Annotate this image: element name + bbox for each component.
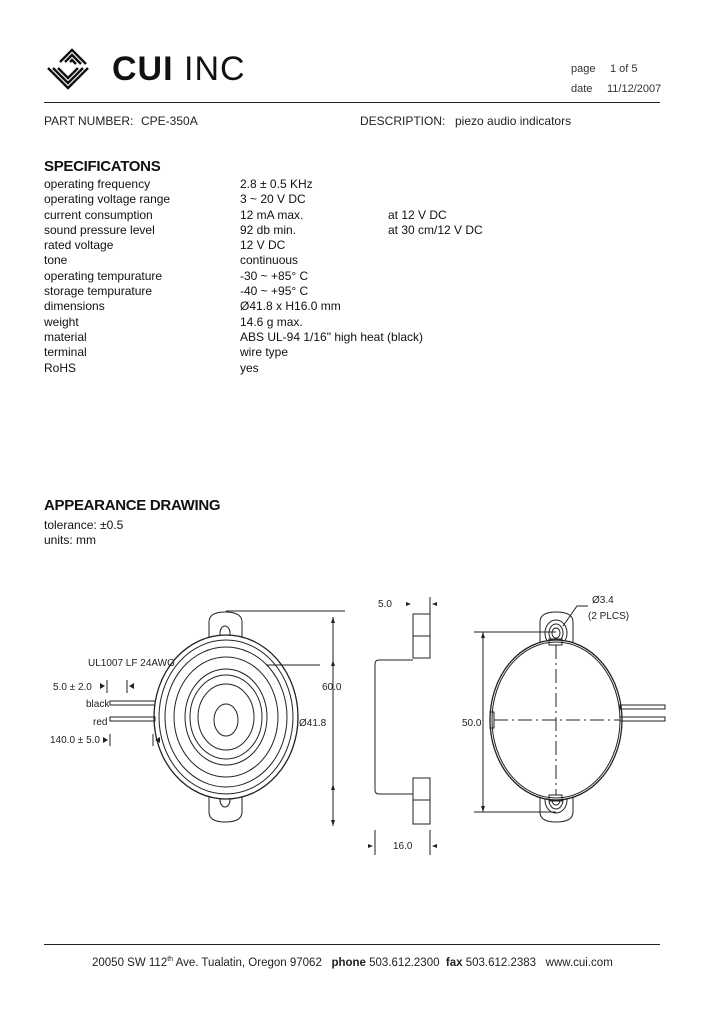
- spec-name: tone: [44, 253, 68, 268]
- spec-name: dimensions: [44, 299, 105, 314]
- footer-fax-label: fax: [445, 956, 463, 969]
- spec-row: [44, 238, 684, 253]
- footer-address-sup: th: [167, 956, 174, 963]
- description-value: piezo audio indicators: [455, 114, 572, 128]
- label-wire-black: black: [86, 699, 110, 710]
- spec-value: 14.6 g max.: [240, 314, 303, 329]
- side-view: [375, 597, 430, 855]
- spec-name: operating frequency: [44, 177, 151, 191]
- logo-light: INC: [184, 50, 246, 88]
- label-wire-spec: UL1007 LF 24AWG: [88, 658, 175, 669]
- spec-row: [44, 269, 684, 284]
- label-diameter: Ø41.8: [299, 718, 327, 729]
- label-wire-length: 140.0 ± 5.0: [50, 735, 100, 746]
- spec-row: [44, 177, 684, 192]
- spec-value: -30 ~ +85° C: [240, 268, 309, 283]
- spec-name: RoHS: [44, 360, 77, 375]
- spec-note: at 12 V DC: [388, 207, 447, 222]
- spec-value: 12 V DC: [240, 238, 286, 253]
- description-label: DESCRIPTION:: [360, 114, 446, 128]
- footer-phone-label: phone: [331, 956, 366, 969]
- spec-name: storage tempurature: [44, 284, 153, 299]
- footer-fax: 503.612.2383: [465, 956, 537, 969]
- appearance-drawing: [0, 580, 720, 860]
- spec-note: at 30 cm/12 V DC: [388, 222, 483, 237]
- spec-name: terminal: [44, 345, 87, 360]
- spec-value: ABS UL-94 1/16" high heat (black): [240, 329, 424, 344]
- spec-name: sound pressure level: [44, 222, 155, 237]
- spec-value: wire type: [240, 345, 289, 360]
- label-hole-count: (2 PLCS): [588, 611, 630, 622]
- label-hole-spacing: 50.0: [462, 718, 482, 729]
- spec-row: [44, 253, 684, 268]
- spec-value: 2.8 ± 0.5 KHz: [240, 177, 313, 191]
- spec-name: rated voltage: [44, 238, 114, 253]
- spec-name: current consumption: [44, 207, 153, 222]
- spec-value: yes: [240, 360, 259, 375]
- spec-row: [44, 361, 684, 376]
- spec-row: [44, 192, 684, 207]
- logo-mark-icon: [46, 46, 108, 92]
- back-view: [474, 606, 665, 822]
- label-hole-diameter: Ø3.4: [592, 595, 614, 606]
- spec-value: Ø41.8 x H16.0 mm: [240, 299, 341, 314]
- label-flange-thickness: 5.0: [378, 599, 392, 610]
- date-label: date: [571, 83, 593, 95]
- spec-name: operating tempurature: [44, 268, 163, 283]
- part-number-label: PART NUMBER:: [44, 114, 134, 128]
- spec-name: weight: [44, 314, 79, 329]
- company-logo: [46, 46, 108, 97]
- logo-bold: CUI: [112, 50, 174, 88]
- spec-name: material: [44, 329, 87, 344]
- footer: [92, 956, 613, 969]
- label-wire-red: red: [93, 717, 108, 728]
- page-label: page: [571, 63, 596, 75]
- spec-row: [44, 315, 684, 330]
- footer-phone: 503.612.2300: [369, 956, 440, 969]
- appearance-title: APPEARANCE DRAWING: [44, 497, 221, 514]
- spec-row: [44, 208, 684, 223]
- spec-row: [44, 330, 684, 345]
- page-value: 1 of 5: [610, 63, 638, 75]
- spec-value: 12 mA max.: [240, 207, 304, 222]
- spec-value: continuous: [240, 253, 299, 268]
- spec-row: [44, 345, 684, 360]
- label-overall-height: 60.0: [322, 682, 342, 693]
- footer-website[interactable]: www.cui.com: [545, 956, 613, 969]
- tolerance-note: tolerance: ±0.5: [44, 518, 124, 532]
- spec-value: 3 ~ 20 V DC: [240, 192, 306, 207]
- header-divider: [44, 102, 660, 103]
- spec-row: [44, 299, 684, 314]
- footer-address-rest: Ave. Tualatin, Oregon 97062: [173, 956, 322, 969]
- spec-row: [44, 223, 684, 238]
- footer-divider: [44, 944, 660, 945]
- spec-name: operating voltage range: [44, 192, 171, 207]
- units-note: units: mm: [44, 533, 97, 547]
- specifications-table: [44, 177, 684, 376]
- spec-value: 92 db min.: [240, 222, 297, 237]
- specifications-title: SPECIFICATONS: [44, 158, 161, 175]
- footer-address: 20050 SW 112: [92, 956, 168, 969]
- date-value: 11/12/2007: [607, 83, 662, 95]
- label-total-depth: 16.0: [393, 841, 413, 852]
- logo-text: [112, 50, 246, 89]
- spec-value: -40 ~ +95° C: [240, 284, 309, 299]
- label-strip-length: 5.0 ± 2.0: [53, 682, 92, 693]
- spec-row: [44, 284, 684, 299]
- part-number-value: CPE-350A: [141, 114, 198, 128]
